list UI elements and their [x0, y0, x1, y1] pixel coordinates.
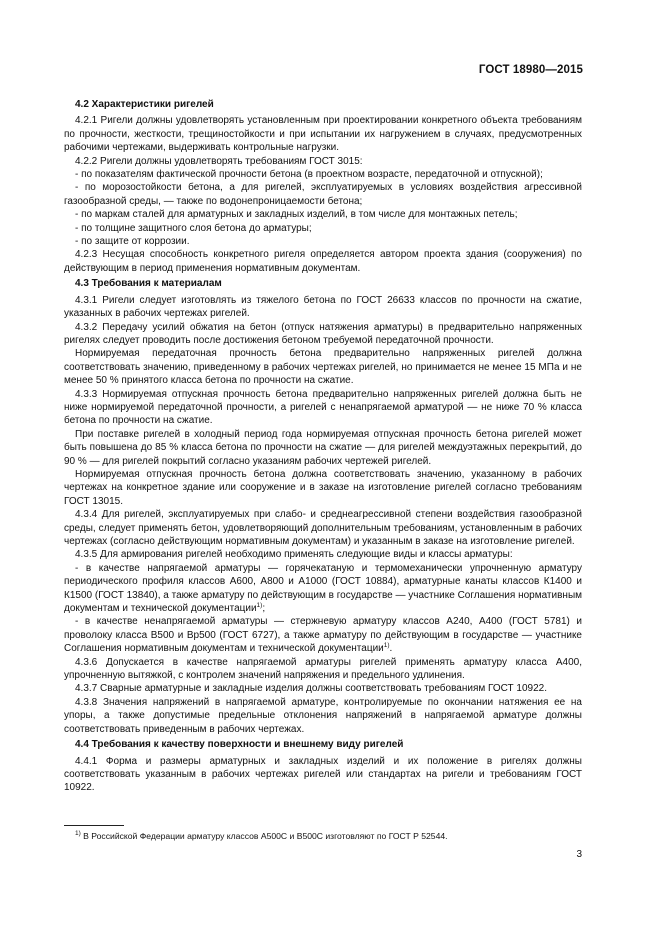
paragraph [64, 468, 582, 508]
paragraph [64, 656, 582, 683]
list-item [64, 222, 582, 235]
document-body [64, 96, 582, 795]
page-number: 3 [576, 849, 582, 860]
paragraph [64, 294, 582, 321]
paragraph-text: 4.2.1 Ригели должны удовлетворять установленным при проектировании конкретного объекта требованиям по прочности, жесткости, трещиностойкости и при испытании их нагружением в случаях, предусмотренных рабочими чертежами, выдерживать контрольные нагрузки. [64, 115, 582, 154]
paragraph-text: При поставке ригелей в холодный период года нормируемая отпускная прочность бетона ригелей может быть повышена до 85 % класса бетона по прочности на сжатие — для ригелей междуэтажных перекрытий, до 90 % — для ригелей покрытий согласно указаниям рабочих чертежей ригелей. [64, 428, 582, 467]
paragraph [64, 347, 582, 387]
paragraph-text: 4.3.8 Значения напряжений в напрягаемой арматуре, контролируемые по окончании натяжения ее на упоры, а также допустимые предельные отклонения напряжений в напрягаемой арматуре должны соответствовать приведенным в рабочих чертежах. [64, 696, 582, 735]
paragraph [64, 548, 582, 561]
paragraph-text: - по защите от коррозии. [75, 236, 190, 248]
paragraph-text: Нормируемая передаточная прочность бетона предварительно напряженных ригелей должна соответствовать значению, приведенному в рабочих чертежах ригелей, но принимается не менее 15 МПа и не менее 50 % принятого класса бетона по прочности на сжатие. [64, 348, 582, 387]
paragraph-text: - по маркам сталей для арматурных и закладных изделий, в том числе для монтажных петель; [75, 209, 518, 221]
list-item [64, 181, 582, 208]
list-item [64, 615, 582, 655]
footnote-text: В Российской Федерации арматуру классов А500С и В500С изготовляют по ГОСТ Р 52544. [80, 831, 448, 841]
paragraph-text: 4.3.5 Для армирования ригелей необходимо применять следующие виды и классы арматуры: [75, 549, 513, 561]
paragraph-text: Нормируемая отпускная прочность бетона должна соответствовать значению, указанному в рабочих чертежах на конкретное здание или сооружение и в заказе на изготовление ригелей согласно требованиям ГОСТ 13015. [64, 468, 582, 507]
paragraph [64, 682, 582, 695]
paragraph-text: 4.2.3 Несущая способность конкретного ригеля определяется автором проекта здания (сооружения) по действующим в период применения нормативным документам. [64, 249, 582, 274]
paragraph-tail: . [389, 643, 393, 655]
document-code-header: ГОСТ 18980—2015 [478, 64, 583, 76]
paragraph-text: 4.2.2 Ригели должны удовлетворять требованиям ГОСТ 3015: [75, 155, 363, 167]
paragraph-text: - по показателям фактической прочности бетона (в проектном возрасте, передаточной и отпускной); [75, 169, 543, 181]
paragraph-text: 4.4 Требования к качеству поверхности и внешнему виду ригелей [75, 739, 404, 751]
paragraph-text: 4.3.7 Сварные арматурные и закладные изделия должны соответствовать требованиям ГОСТ 10922. [75, 683, 548, 695]
paragraph-text: 4.3.2 Передачу усилий обжатия на бетон (отпуск натяжения арматуры) в предварительно напряженных ригелях следует проводить после достижения бетоном требуемой передаточной прочности. [64, 321, 582, 346]
list-item [64, 562, 582, 616]
list-item [64, 208, 582, 221]
paragraph-text: 4.3.3 Нормируемая отпускная прочность бетона предварительно напряженных ригелей должна быть не ниже нормируемой передаточной прочности, а ригелей с ненапрягаемой арматурой — не ниже 70 % класса бетона по прочности на сжатие. [64, 388, 582, 427]
paragraph [64, 321, 582, 348]
paragraph-text: - по толщине защитного слоя бетона до арматуры; [75, 222, 312, 234]
paragraph [64, 508, 582, 548]
paragraph-text: - по морозостойкости бетона, а для ригелей, эксплуатируемых в условиях воздействия агрессивной газообразной среды, — также по водонепроницаемости бетона; [64, 182, 582, 207]
section-heading [64, 98, 582, 111]
paragraph [64, 428, 582, 468]
paragraph-text: - в качестве напрягаемой арматуры — горячекатаную и термомеханически упрочненную арматуру периодического профиля классов А600, А800 и А1000 (ГОСТ 10884), арматурные канаты классов К1400 и К1500 (ГОСТ 13840), а также арматуру по действующим в государстве — участнике Соглашения нормативным документам и технической документации [64, 562, 582, 615]
paragraph-text: 4.3.1 Ригели следует изготовлять из тяжелого бетона по ГОСТ 26633 классов по прочности на сжатие, указанных в рабочих чертежах ригелей. [64, 294, 582, 320]
paragraph-tail: ; [262, 603, 266, 615]
paragraph-text: 4.4.1 Форма и размеры арматурных и закладных изделий и их положение в ригелях должны соответствовать указанным в рабочих чертежах ригелей или стандартах на ригели и требованиям ГОСТ 10922. [64, 755, 582, 794]
footnote-reference: 1) [383, 642, 390, 650]
footnote [75, 831, 582, 842]
paragraph-text: 4.2 Характеристики ригелей [75, 99, 214, 110]
paragraph [64, 755, 582, 795]
paragraph [64, 155, 582, 168]
list-item [64, 168, 582, 181]
footnote-divider [64, 825, 124, 826]
section-heading [64, 738, 582, 751]
paragraph [64, 114, 582, 154]
paragraph [64, 696, 582, 736]
section-heading [64, 277, 582, 290]
footnote-reference: 1) [256, 602, 263, 610]
paragraph [64, 388, 582, 428]
footnote-marker: 1) [75, 830, 81, 837]
paragraph-text: 4.3.4 Для ригелей, эксплуатируемых при слабо- и среднеагрессивной степени воздействия газообразной среды, следует применять бетон, удовлетворяющий дополнительным требованиям, установленным в рабочих чертежах (согласно действующим нормативным документам) и указанным в заказе на изготовление ригелей. [64, 509, 582, 547]
paragraph [64, 248, 582, 275]
list-item [64, 235, 582, 248]
paragraph-text: - в качестве ненапрягаемой арматуры — стержневую арматуру классов А240, А400 (ГОСТ 5781) и проволоку класса В500 и Вр500 (ГОСТ 6727), а также арматуру по действующим в государстве — участнике Соглашения нормативным документам и технической документации [64, 616, 582, 655]
paragraph-text: 4.3.6 Допускается в качестве напрягаемой арматуры ригелей применять арматуру класса А400, упрочненную вытяжкой, с контролем значений напряжения и предельного удлинения. [64, 656, 582, 682]
paragraph-text: 4.3 Требования к материалам [75, 278, 222, 290]
